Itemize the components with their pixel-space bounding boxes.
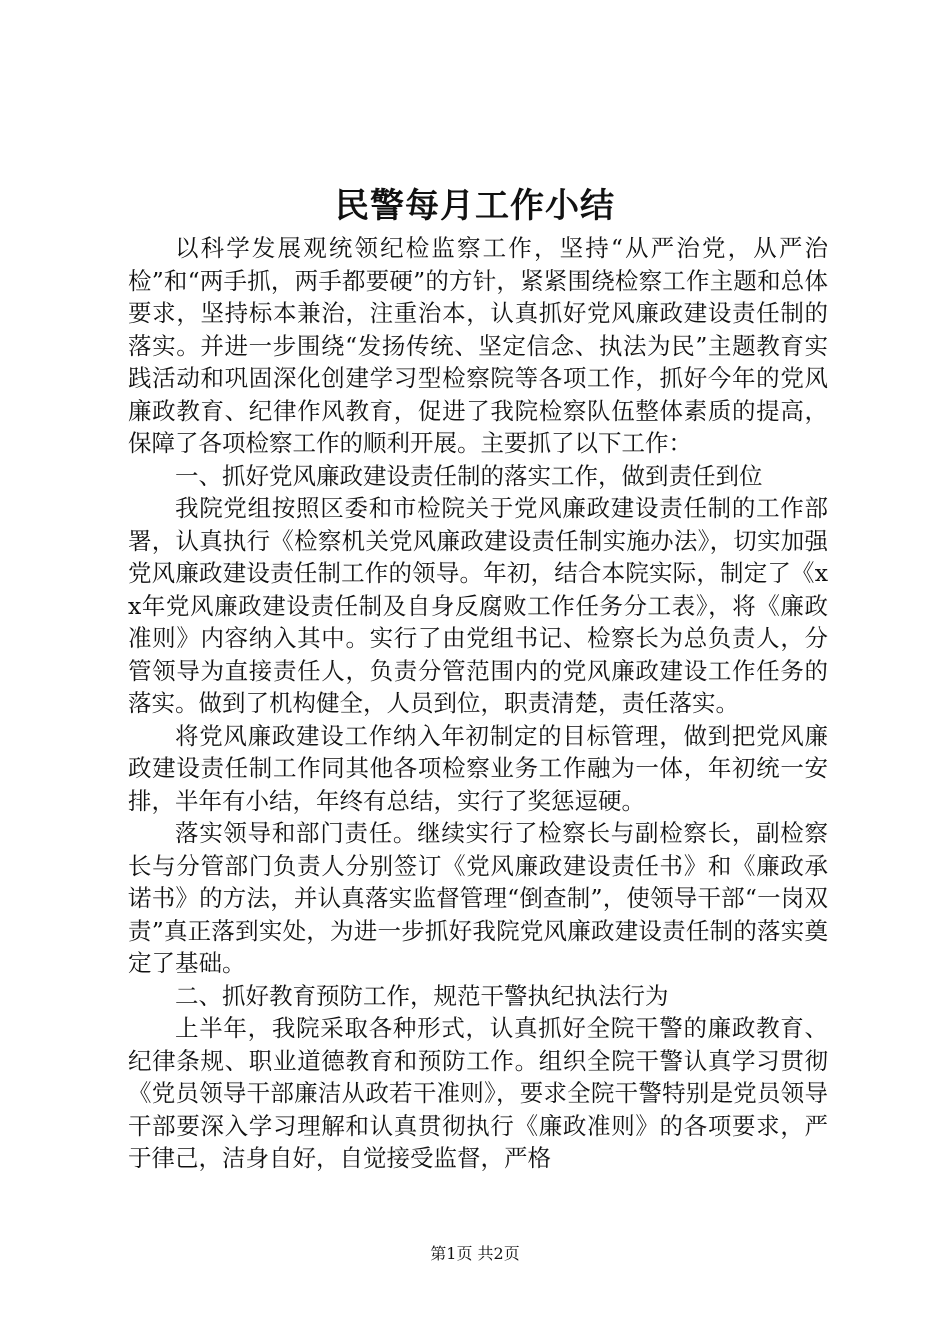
page-footer: 第1页 共2页 bbox=[430, 1244, 520, 1263]
body-paragraph: 落实领导和部门责任。继续实行了检察长与副检察长，副检察长与分管部门负责人分别签订《党风廉政建设责任书》和《廉政承诺书》的方法，并认真落实监督管理“倒查制”，使领导干部“一岗双责”真正落到实处，为进一步抓好我院党风廉政建设责任制的落实奠定了基础。 bbox=[128, 819, 828, 977]
document-title: 民警每月工作小结 bbox=[335, 186, 615, 226]
body-paragraph: 我院党组按照区委和市检院关于党风廉政建设责任制的工作部署，认真执行《检察机关党风廉政建设责任制实施办法》，切实加强党风廉政建设责任制工作的领导。年初，结合本院实际，制定了《xx年党风廉政建设责任制及自身反腐败工作任务分工表》，将《廉政准则》内容纳入其中。实行了由党组书记、检察长为总负责人，分管领导为直接责任人，负责分管范围内的党风廉政建设工作任务的落实。做到了机构健全，人员到位，职责清楚，责任落实。 bbox=[128, 494, 828, 717]
body-paragraph: 将党风廉政建设工作纳入年初制定的目标管理，做到把党风廉政建设责任制工作同其他各项检察业务工作融为一体，年初统一安排，半年有小结，年终有总结，实行了奖惩逗硬。 bbox=[128, 721, 828, 815]
section-heading-1: 一、抓好党风廉政建设责任制的落实工作，做到责任到位 bbox=[175, 461, 763, 490]
section-heading-2: 二、抓好教育预防工作，规范干警执纪执法行为 bbox=[175, 981, 669, 1010]
document-body bbox=[128, 232, 828, 1175]
intro-paragraph: 以科学发展观统领纪检监察工作，坚持“从严治党，从严治检”和“两手抓，两手都要硬”的方针，紧紧围绕检察工作主题和总体要求，坚持标本兼治，注重治本，认真抓好党风廉政建设责任制的落实。并进一步围绕“发扬传统、坚定信念、执法为民”主题教育实践活动和巩固深化创建学习型检察院等各项工作，抓好今年的党风廉政教育、纪律作风教育，促进了我院检察队伍整体素质的提高，保障了各项检察工作的顺利开展。主要抓了以下工作： bbox=[128, 234, 828, 457]
body-paragraph: 上半年，我院采取各种形式，认真抓好全院干警的廉政教育、纪律条规、职业道德教育和预防工作。组织全院干警认真学习贯彻《党员领导干部廉洁从政若干准则》，要求全院干警特别是党员领导干部要深入学习理解和认真贯彻执行《廉政准则》的各项要求，严于律己，洁身自好，自觉接受监督，严格 bbox=[128, 1014, 828, 1172]
